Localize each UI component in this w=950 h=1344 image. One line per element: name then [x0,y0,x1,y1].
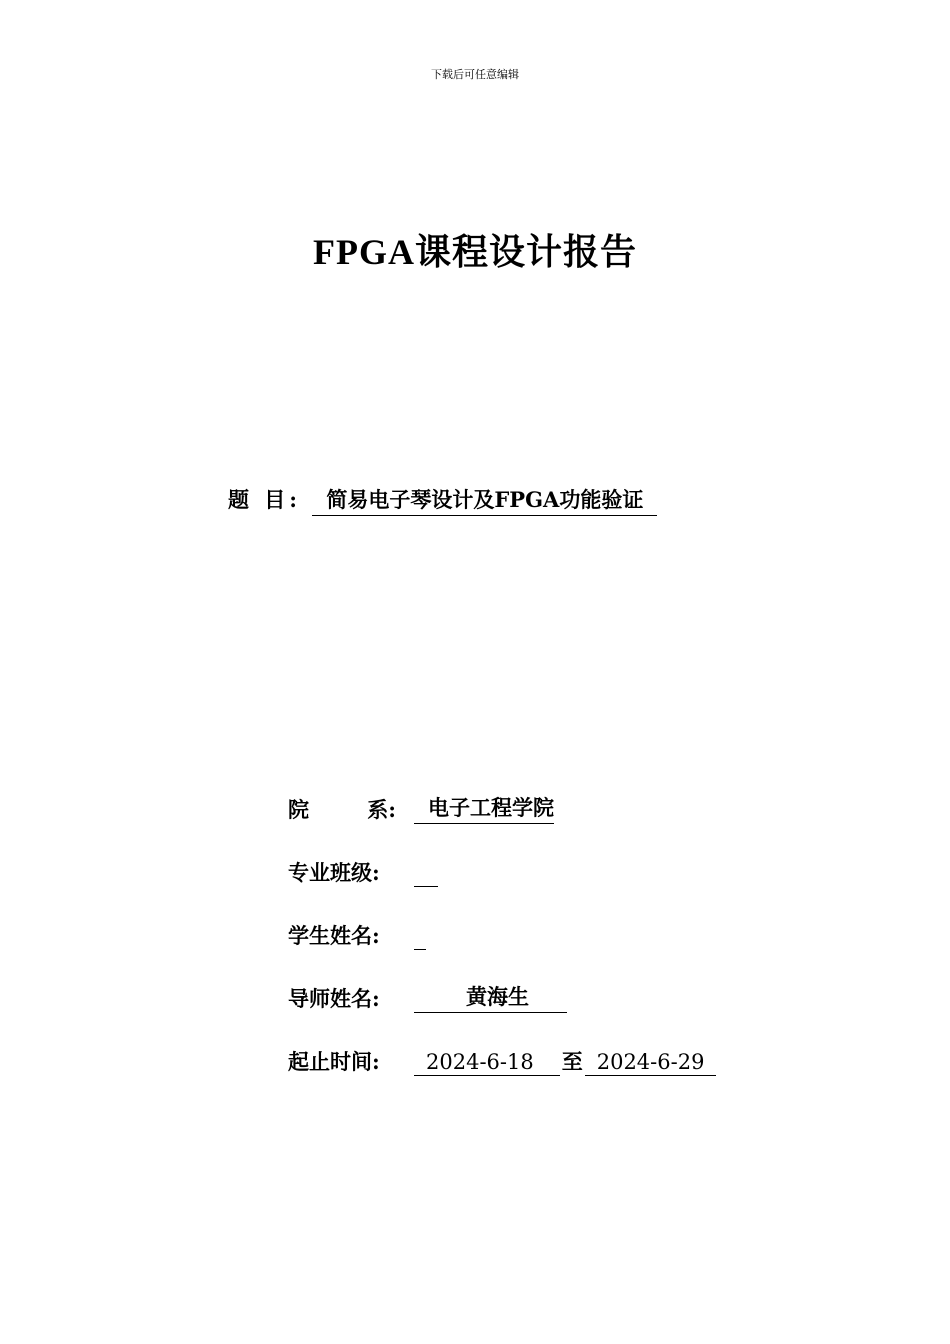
department-row [288,794,716,824]
period-label: 起止时间: [288,1049,380,1074]
advisor-row [288,983,716,1013]
topic-value: 简易电子琴设计及FPGA功能验证 [312,484,657,516]
advisor-label: 导师姓名: [288,986,380,1011]
major-class-label: 专业班级: [288,860,380,885]
student-name-value [414,948,426,950]
info-block [288,794,716,1109]
header-note: 下载后可任意编辑 [431,68,519,81]
period-start: 2024-6-18 [414,1050,560,1076]
topic-label: 题 目: [228,487,302,512]
department-label [288,794,414,824]
student-name-row [288,920,716,950]
department-label-right: 系: [367,797,396,822]
major-class-row [288,857,716,887]
major-class-value [414,885,438,887]
department-label-left: 院 [288,797,309,822]
period-row [288,1046,716,1076]
report-title: FPGA课程设计报告 [313,232,637,272]
period-separator: 至 [561,1049,583,1074]
advisor-value: 黄海生 [414,981,567,1013]
department-value: 电子工程学院 [414,792,554,824]
student-name-label: 学生姓名: [288,923,380,948]
topic-row [228,484,657,516]
period-end: 2024-6-29 [585,1050,717,1076]
